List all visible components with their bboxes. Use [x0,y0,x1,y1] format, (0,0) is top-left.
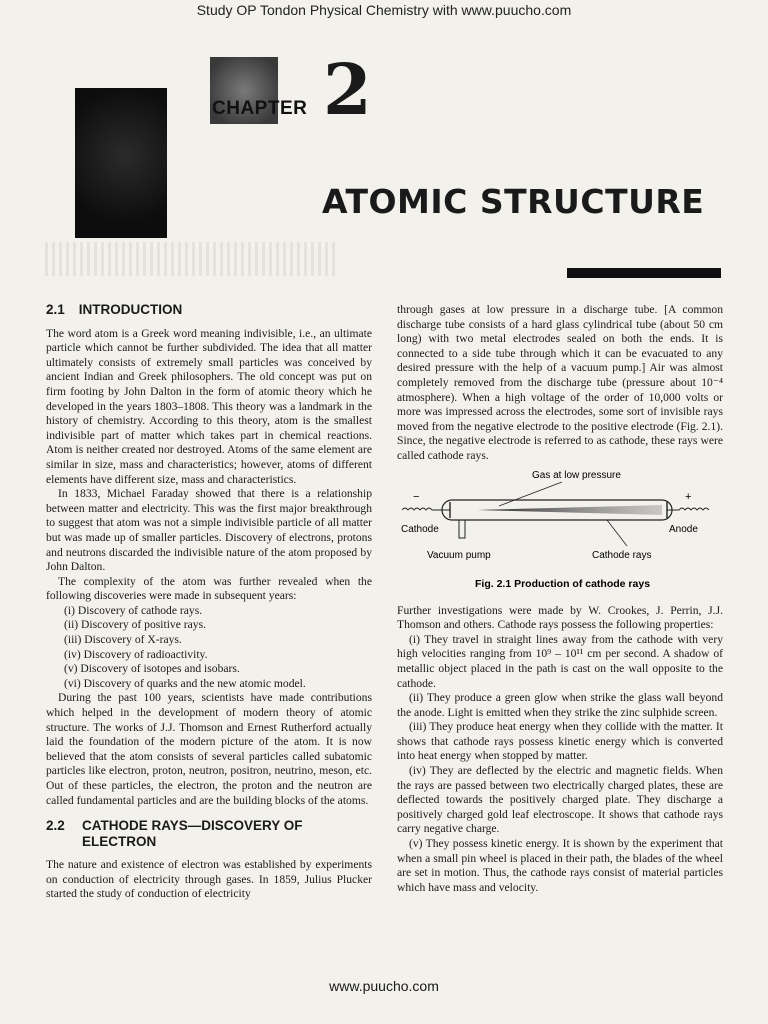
chapter-title: ATOMIC STRUCTURE [322,182,705,221]
side-tube [459,520,465,538]
paragraph: The complexity of the atom was further revealed when the following discoveries were made in subsequent years: [46,574,372,603]
paragraph: (v) They possess kinetic energy. It is shown by the experiment that when a small pin wheel is placed in their path, the blades of the wheel are set in motion. Thus, the cathode rays consist of material particles which have mass and velocity. [397,837,723,894]
figure-discharge-tube [397,466,723,598]
label-vacuum-pump: Vacuum pump [427,549,491,561]
photo-caption-faded [45,242,335,276]
label-anode: Anode [669,523,698,535]
paragraph: The nature and existence of electron was established by experiments on conduction of electricity through gases. In 1859, Julius Plucker started the study of conduction of electricity [46,858,372,901]
section-title-line2: ELECTRON [82,834,157,850]
section-number: 2.1 [46,302,65,317]
list-item: (v) Discovery of isotopes and isobars. [64,662,240,676]
paragraph: (iii) They produce heat energy when they collide with the matter. It shows that cathode rays possess kinetic energy which is converted into heat energy when stopped by matter. [397,720,723,763]
left-column [46,303,372,902]
paragraph: In 1833, Michael Faraday showed that there is a relationship between matter and electricity. This was the first major breakthrough to suggest that atom was not a simple indivisible particle of all matter but was made up of smaller particles. Discovery of electrons, protons and neutrons discarded the indivisible nature of the atom proposed by John Dalton. [46,487,372,574]
paragraph: (iv) They are deflected by the electric and magnetic fields. When the rays are passed between two electrically charged plates, these are deflected towards the positively charged plate. They discharge a positively charged gold leaf electroscope. It shows that cathode rays carry negative charge. [397,764,723,836]
discoveries-list [46,604,372,692]
leader-gas [499,482,562,506]
minus-sign: − [413,490,420,503]
section-heading-cathode-rays [46,818,372,850]
chapter-photo [75,88,167,238]
section-number: 2.2 [46,818,65,834]
label-cathode-rays: Cathode rays [592,549,652,561]
page-footer: www.puucho.com [329,978,439,994]
list-item: (iii) Discovery of X-rays. [64,633,182,647]
section-heading-introduction [46,303,372,318]
section-title-line1: CATHODE RAYS—DISCOVERY OF [82,818,303,834]
right-column [397,303,723,895]
label-gas: Gas at low pressure [532,469,621,481]
cathode-wire [402,508,450,510]
discharge-tube-diagram [397,466,723,598]
anode-wire [667,508,709,510]
paragraph: During the past 100 years, scientists have made contributions which helped in the development of modern theory of atomic structure. The works of J.J. Thomson and Ernest Rutherford actually laid the foundation of the modern picture of the atom. It is now believed that the atom consists of several particles called subatomic particles like electron, proton, neutron, positron, neutrino, meson, etc. Out of these particles, the electron, the proton and the neutron are called fundamental particles and are the building blocks of the atoms. [46,691,372,807]
paragraph: Further investigations were made by W. Crookes, J. Perrin, J.J. Thomson and others. Cathode rays possess the following properties: [397,603,723,632]
label-cathode: Cathode [401,523,439,535]
list-item: (iv) Discovery of radioactivity. [64,647,208,661]
paragraph: through gases at low pressure in a discharge tube. [A common discharge tube consists of a hard glass cylindrical tube (about 50 cm long) with two metal electrodes sealed on both the ends. It is connected to a side tube through which it can be evacuated to any desired pressure with the help of a vacuum pump.] Air was almost completely removed from the discharge tube (pressure about 10⁻⁴ atmosphere). When a high voltage of the order of 10,000 volts or more was impressed across the electrodes, some sort of invisible rays moved from the negative electrode to the positive electrode (Fig. 2.1). Since, the negative electrode is referred to as cathode, these rays were called cathode rays. [397,303,723,462]
paragraph: (i) They travel in straight lines away from the cathode with very high velocities ranging from 10⁹ – 10¹¹ cm per second. A shadow of metallic object placed in the path is cast on the wall opposite to the cathode. [397,632,723,690]
list-item: (vi) Discovery of quarks and the new atomic model. [64,676,306,690]
paragraph: The word atom is a Greek word meaning indivisible, i.e., an ultimate particle which cannot be further subdivided. The idea that all matter ultimately consists of extremely small particles was conceived by ancient Indian and Greek philosophers. The old concept was put on firm footing by John Dalton in the form of atomic theory which he developed in the years 1803–1808. This theory was a landmark in the history of chemistry. According to this theory, atom is the smallest indivisible part of matter which takes part in chemical reactions. Atom is neither created nor destroyed. Atoms of the same element are similar in size, mass and characteristics; however, atoms of different elements have different size, mass and characteristics. [46,326,372,486]
leader-rays [607,520,627,546]
figure-caption: Fig. 2.1 Production of cathode rays [475,577,651,590]
chapter-label: CHAPTER [212,98,308,119]
chapter-number: 2 [323,48,372,131]
cathode-ray-beam [477,505,662,515]
page-header: Study OP Tondon Physical Chemistry with www.puucho.com [196,2,572,18]
section-title: INTRODUCTION [78,302,183,317]
paragraph: (ii) They produce a green glow when strike the glass wall beyond the anode. Light is emitted when they strike the zinc sulphide screen. [397,691,723,719]
title-rule [567,268,721,278]
list-item: (ii) Discovery of positive rays. [64,618,206,632]
list-item: (i) Discovery of cathode rays. [64,603,203,617]
plus-sign: + [685,490,692,503]
